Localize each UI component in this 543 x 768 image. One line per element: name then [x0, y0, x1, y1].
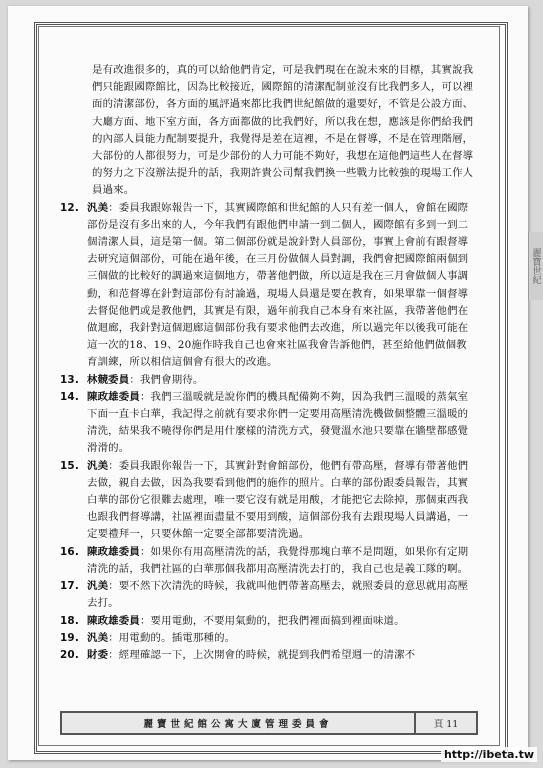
- item-body: [87, 458, 474, 544]
- footer-title: 麗寶世紀館公寓大廈管理委員會: [143, 719, 333, 730]
- speaker-name: 陳政雄委員: [87, 614, 140, 627]
- item-text: ：委員我跟妳報告一下，其實國際館和世紀館的人只有差一個人，會館在國際部份是沒有多出來的人，今年我們有跟他們申請一到二個人，國際館有多到一到二個清潔人員，這是第一個。第二個部份就是說針對人員部份，事實上會前有跟督導去研究這個部份，可能在過年後，在三月份做個人員對調，我們會把國際館兩個到三個做的比較好的調過來這個地方，帶著他們做，所以這是我在三月會做個人事調動，和范督導在針對這部份有討論過，現場人員還是要在教育，如果單靠一個督導去督促他們或是教他們，其實是有限，過年前我自己本身有來社區，我帶著他們在做迴廊，我針對這個迴廊這個部份我有要求他們去改進，所以過完年以後我可能在這一次的18、19、20施作時我自己也會來社區我會告訴他們，甚至給他們做個教育訓練，所以相信這個會有很大的改進。: [87, 201, 469, 369]
- watermark: http://ibeta.tw: [441, 747, 537, 762]
- item-body: [87, 544, 474, 578]
- list-item: [60, 647, 474, 664]
- item-number: 20.: [60, 648, 80, 661]
- speaker-name: 財委: [87, 648, 109, 661]
- item-number: 16.: [60, 545, 80, 558]
- intro-paragraph: 是有改進很多的，真的可以給他們肯定，可是我們現在在說未來的目標，其實說我們只能跟國際館比，因為比較接近，國際館的清潔配制並沒有比我們多人，可以裡面的清潔部份，各方面的風評過來都比我們世紀館做的還要好，不管是公設方面、大廳方面、地下室方面，各方面都做的比我們好，所以我在想，應該是你們給我們的內部人員能力配制要提升，我覺得是差在這裡，不是在督導，不是在管理階層，大部份的人都很努力，可是少部份的人力可能不夠好，我想在這他們這些人在督導的努力之下沒辦法提升的話，我期許貴公司幫我們換一些戰力比較強的現場工作人員過來。: [92, 64, 474, 197]
- item-text: ：我們三溫暖就是說你們的機具配備夠不夠，因為我們三溫暖的蒸氣室下面一直卡白華，我記得之前就有要求你們一定要用高壓清洗機做個整體三溫暖的清洗，結果我不曉得你們是用什麼樣的清洗方式，發覺溫水池只要靠在牆壁都感覺滑滑的。: [87, 390, 469, 455]
- page-footer: [60, 711, 478, 735]
- item-text: ：如果你有用高壓清洗的話，我覺得那塊白華不是問題，如果你有定期清洗的話，我們社區的白華那個我都用高壓清洗去打的，我自己也是義工隊的啊。: [87, 545, 469, 575]
- item-number: 12.: [60, 201, 80, 214]
- item-text: ：委員我跟你報告一下，其實針對會館部份，他們有帶高壓，督導有帶著他們去做，親自去做，因為我要看到他們的施作的照片。白華的部份跟委員報告，其實白華的部份它很難去處理，唯一要它沒有就是用酸，才能把它去除掉，那個東西我也跟我們督導講，社區裡面盡量不要用到酸，這個部份我有去跟現場人員講過，一定要禮拜一，只要休館一定要全部都要清洗過。: [87, 459, 469, 541]
- item-text: ：我們會期待。: [129, 373, 204, 386]
- item-number: 13.: [60, 373, 80, 386]
- item-number: 14.: [60, 390, 80, 403]
- item-text: ：經理確認一下，上次開會的時候，就提到我們希望週一的清潔不: [108, 648, 416, 661]
- item-body: [87, 372, 474, 389]
- speaker-name: 汎美: [87, 580, 109, 593]
- item-body: [87, 613, 474, 630]
- list-item: [60, 389, 474, 458]
- item-body: [87, 578, 474, 612]
- speaker-name: 汎美: [87, 459, 109, 472]
- minutes-body: [60, 62, 474, 664]
- side-tab-label: 麗寶世紀: [528, 232, 543, 300]
- list-item: [60, 200, 474, 372]
- speaker-name: 汎美: [87, 201, 109, 214]
- item-number: 19.: [60, 631, 80, 644]
- speaker-name: 汎美: [87, 631, 109, 644]
- item-body: [87, 200, 474, 372]
- item-number: 15.: [60, 459, 80, 472]
- list-item: [60, 630, 474, 647]
- item-text: ：用電動的。插電那種的。: [108, 631, 236, 644]
- item-body: [87, 630, 474, 647]
- speaker-name: 林競委員: [87, 373, 130, 386]
- speaker-name: 陳政雄委員: [87, 545, 140, 558]
- item-text: ：要用電動，不要用氣動的，把我們裡面搞到裡面味道。: [139, 614, 405, 627]
- item-number: 17.: [60, 580, 80, 593]
- list-item: [60, 578, 474, 612]
- page-number: 頁 11: [414, 713, 476, 733]
- list-item: [60, 372, 474, 389]
- speaker-name: 陳政雄委員: [87, 390, 140, 403]
- item-number: 18.: [60, 614, 80, 627]
- list-item: [60, 613, 474, 630]
- list-item: [60, 458, 474, 544]
- list-item: [60, 544, 474, 578]
- item-text: ：要不然下次清洗的時候，我就叫他們帶著高壓去，就照委員的意思就用高壓去打。: [87, 580, 469, 610]
- item-body: [87, 389, 474, 458]
- item-body: [87, 647, 474, 664]
